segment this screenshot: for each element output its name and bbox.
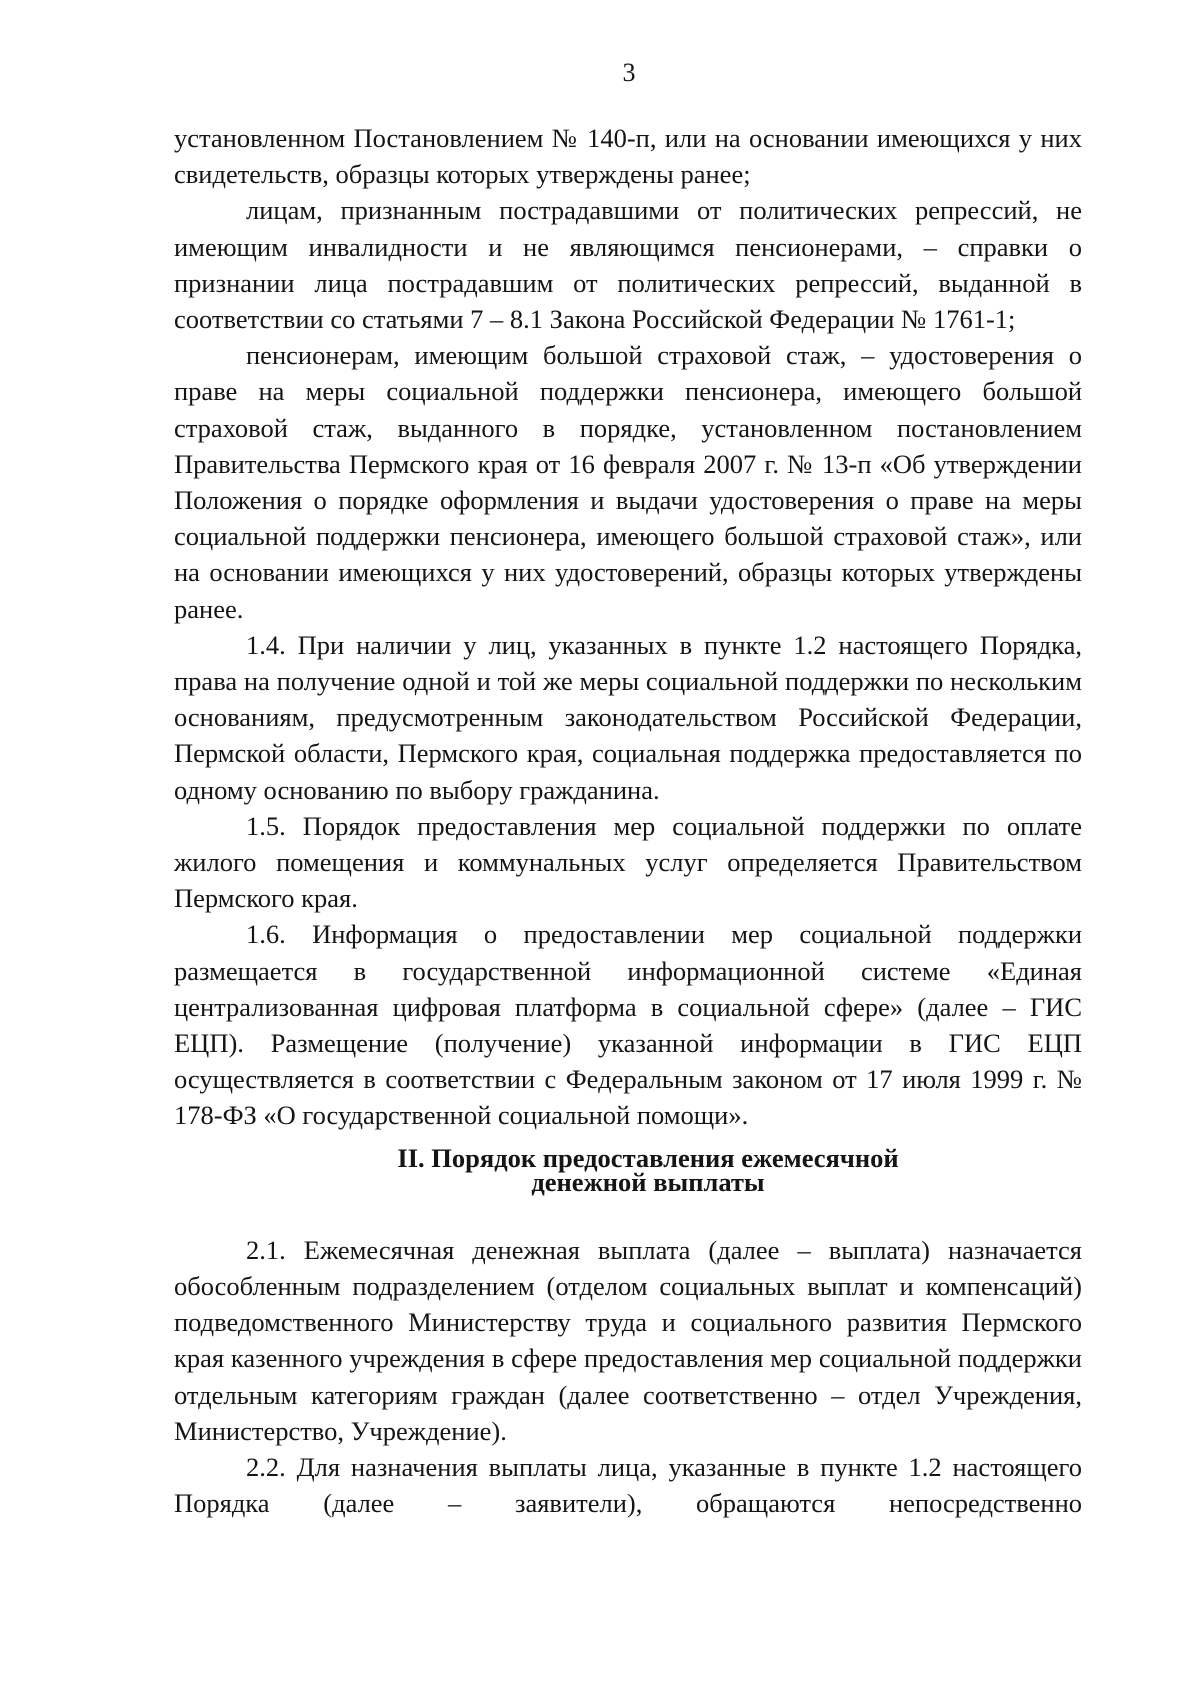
- section-heading: [174, 1142, 1082, 1197]
- page-number: 3: [622, 58, 636, 87]
- paragraph-1-5: 1.5. Порядок предоставления мер социальной поддержки по оплате жилого помещения и коммунальных услуг определяется Правительством Пермского края.: [174, 810, 1082, 914]
- paragraph-2-1: 2.1. Ежемесячная денежная выплата (далее – выплата) назначается обособленным подразделением (отделом социальных выплат и компенсаций) подведомственного Министерству труда и социального развития Пермского края казенного учреждения в сфере предоставления мер социальной поддержки отдельным категориям граждан (далее соответственно – отдел Учреждения, Министерство, Учреждение).: [174, 1234, 1082, 1446]
- section-heading-line-1: II. Порядок предоставления ежемесячной: [397, 1142, 899, 1173]
- paragraph-continuation: установленном Постановлением № 140-п, или на основании имеющихся у них свидетельств, образцы которых утверждены ранее;: [174, 123, 1082, 190]
- paragraph-repressions: лицам, признанным пострадавшими от политических репрессий, не имеющим инвалидности и не являющимся пенсионерами, – справки о признании лица пострадавшим от политических репрессий, выданной в соответствии со статьями 7 – 8.1 Закона Российской Федерации № 1761-1;: [174, 195, 1082, 335]
- paragraph-1-4: 1.4. При наличии у лиц, указанных в пункте 1.2 настоящего Порядка, права на получение одной и той же меры социальной поддержки по нескольким основаниям, предусмотренным законодательством Российской Федерации, Пермской области, Пермского края, социальная поддержка предоставляется по одному основанию по выбору гражданина.: [174, 629, 1082, 805]
- paragraph-pensioners: пенсионерам, имеющим большой страховой стаж, – удостоверения о праве на меры социальной поддержки пенсионера, имеющего большой страховой стаж, выданного в порядке, установленном постановлением Правительства Пермского края от 16 февраля 2007 г. № 13-п «Об утверждении Положения о порядке оформления и выдачи удостоверения о праве на меры социальной поддержки пенсионера, имеющего большой страховой стаж», или на основании имеющихся у них удостоверений, образцы которых утверждены ранее.: [174, 340, 1082, 624]
- paragraph-1-6: 1.6. Информация о предоставлении мер социальной поддержки размещается в государственной информационной системе «Единая централизованная цифровая платформа в социальной сфере» (далее – ГИС ЕЦП). Размещение (получение) указанной информации в ГИС ЕЦП осуществляется в соответствии с Федеральным законом от 17 июля 1999 г. № 178-ФЗ «О государственной социальной помощи».: [174, 919, 1082, 1131]
- section-heading-line-2: денежной выплаты: [531, 1166, 765, 1197]
- paragraph-2-2: 2.2. Для назначения выплаты лица, указанные в пункте 1.2 настоящего Порядка (далее – заявители), обращаются непосредственно: [174, 1451, 1082, 1519]
- document-body: [174, 120, 1082, 1521]
